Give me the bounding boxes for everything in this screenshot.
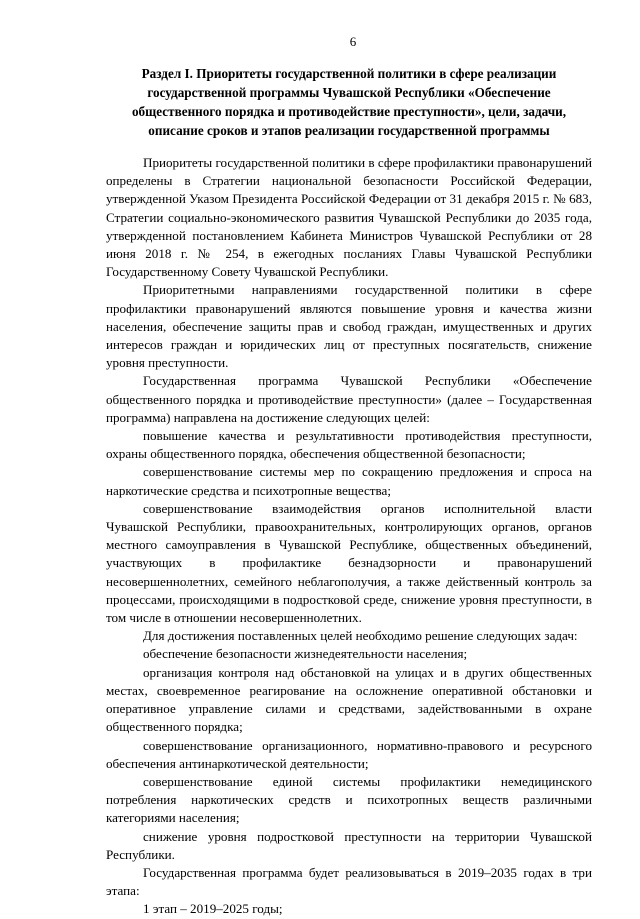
paragraph: Государственная программа Чувашской Республики «Обеспечение общественного порядка и противодействие преступности» (далее – Государственная программа) направлена на достижение следующих целей: — [106, 373, 592, 425]
goal-item: совершенствование системы мер по сокращению предложения и спроса на наркотические средства и психотропные вещества; — [106, 464, 592, 498]
paragraph: Государственная программа будет реализовываться в 2019–2035 годах в три этапа: — [106, 864, 592, 899]
section-title: Раздел I. Приоритеты государственной политики в сфере реализации государственной программы Чувашской Республики «Обеспечение общественного порядка и противодействие преступности», цели, задачи, описание сроков и этапов реализации государственной программы — [131, 66, 567, 138]
paragraph: Для достижения поставленных целей необходимо решение следующих задач: — [143, 628, 578, 644]
page-number: 6 — [349, 34, 357, 49]
task-item: совершенствование единой системы профилактики немедицинского потребления наркотических средств и психотропных веществ различными категориями населения; — [106, 773, 592, 826]
goal-item: повышение качества и результативности противодействия преступности, охраны общественного порядка, обеспечения общественной безопасности; — [106, 428, 592, 462]
task-item: обеспечение безопасности жизнедеятельности населения; — [143, 646, 468, 662]
task-item: совершенствование организационного, нормативно-правового и ресурсного обеспечения антинаркотической деятельности; — [106, 737, 592, 771]
goal-item: совершенствование взаимодействия органов исполнительной власти Чувашской Республики, правоохранительных, контролирующих органов, органов местного самоуправления в Чувашской Республике, общественных объединений, участвующих в профилактике безнадзорности и правонарушений несовершеннолетних, семейного неблагополучия, а также действенный контроль за процессами, происходящими в подростковой среде, снижение уровня преступности, в том числе в отношении несовершеннолетних. — [106, 500, 592, 626]
paragraph: Приоритетными направлениями государственной политики в сфере профилактики правонарушений являются повышение уровня и качества жизни населения, обеспечение защиты прав и свобод граждан, имущественных и других интересов граждан и юридических лиц от преступных посягательств, снижение уровня преступности. — [106, 282, 592, 371]
task-item: снижение уровня подростковой преступности на территории Чувашской Республики. — [106, 828, 592, 862]
body-text — [106, 154, 592, 919]
paragraph: Приоритеты государственной политики в сфере профилактики правонарушений определены в Стратегии национальной безопасности Российской Федерации, утвержденной Указом Президента Российской Федерации от 31 декабря 2015 г. № 683, Стратегии социально-экономического развития Чувашской Республики до 2035 года, утвержденной постановлением Кабинета Министров Чувашской Республики от 28 июня 2018 г. № 254, в ежегодных посланиях Главы Чувашской Республики Государственному Совету Чувашской Республики. — [106, 155, 592, 280]
stage-item: 1 этап – 2019–2025 годы; — [143, 901, 283, 917]
task-item: организация контроля над обстановкой на улицах и в других общественных местах, своевременное реагирование на осложнение оперативной обстановки и оперативное управление силами и средствами, задействованными в охране общественного порядка; — [106, 664, 592, 735]
